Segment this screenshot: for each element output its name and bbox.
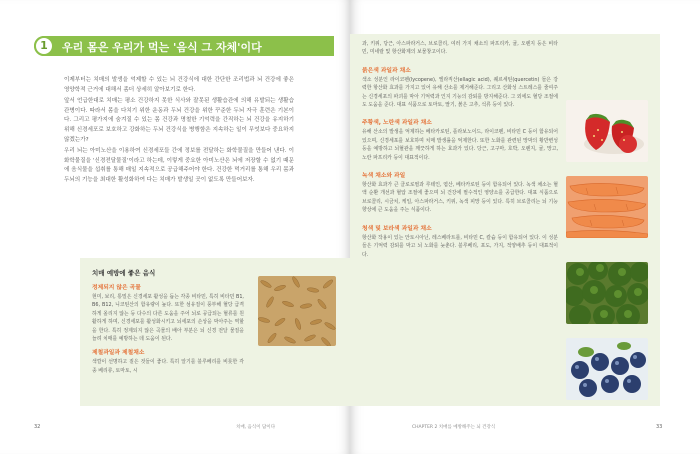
grain-icon xyxy=(258,276,336,346)
section-heading: 정제되지 않은 곡물 xyxy=(92,285,141,291)
box-title: 치매 예방에 좋은 음식 xyxy=(92,269,156,277)
body-paragraph: 앞서 언급한대로 치매는 평소 건강하지 못한 식사와 잘못된 생활습관에 의해 유발되는 생활습관병이다. 따라서 몸을 다치기 위한 운동과 두뇌 건강을 위한 꾸준한 두뇌 자극 훈련은 기본이다. 그리고 평가지에 숨겨질 수 있는 몸 건강과 명철한 기억력을 간직하는 뇌 건강을 유지하기 위해 신경세포로 보호하고 강화하는 두뇌 건강식을 병행함은 지속하는 일이 무엇보다 중요하지 않겠는가? xyxy=(64,98,294,143)
right-page xyxy=(350,0,700,454)
broccoli-icon xyxy=(566,262,648,324)
page-number: 33 xyxy=(656,424,663,430)
strawberry-icon xyxy=(566,100,648,162)
section-text: 색깔이 선명하고 짙은 것들이 좋다. 특히 알기를 블루베리를 비롯한 각종 베리류, 토마토, 시 xyxy=(92,359,244,374)
section-heading: 청색 및 보라색 과일과 채소 xyxy=(362,225,432,232)
section-heading: 주황색, 노란색 과일과 채소 xyxy=(362,120,432,127)
intro-text: 과, 키위, 당근, 아스파라거스, 브로콜리, 여러 가지 채소의 파프리카, 귤, 오렌지 등은 비타민, 미네랄 및 항산화제의 보물창고이다. xyxy=(362,41,558,56)
section-heading: 붉은색 과일과 채소 xyxy=(362,67,411,74)
page-number: 32 xyxy=(34,424,41,430)
broccoli-photo xyxy=(566,262,648,324)
strawberry-photo xyxy=(566,100,648,162)
chapter-heading-bar xyxy=(34,36,334,56)
body-paragraph: 우리 뇌는 아미노산을 이용하여 신경세포들 간에 정보를 전달하는 화학물질을 만들어 낸다. 이 화학물질을 '신경전달물질'이라고 하는데, 이렇게 중요한 아미노산은 뇌에 저장할 수 없기 때문에 음식물을 섭취를 통해 매일 지속적으로 공급해주어야 한다. 건강한 먹거리를 통해 우리 몸과 두뇌의 기능을 최대한 활성화하여 다는 치매가 발생일 곳이 없도록 만들어보자. xyxy=(64,148,294,183)
chapter-number-badge: 1 xyxy=(34,36,54,56)
section-text: 유해 산소의 발생을 억제하는 베타카로틴, 플라보노이드, 라이코펜, 비타민 C 등이 함유되어 있으며, 신경세포를 보호하며 치매 발생률을 억제한다. 또한 노화를 관련된 망막의 황반변성 등을 예방하고 뇌혈관을 깨끗하게 하는 효과가 있다. 당근, 고구마, 호박, 오렌지, 귤, 망고, 노란 파프리카 등이 대표적이다. xyxy=(362,129,558,161)
running-head: CHAPTER 2 치매를 예방해주는 뇌 건강식 xyxy=(412,425,496,430)
blueberry-photo xyxy=(566,338,648,400)
chapter-title: 우리 몸은 우리가 먹는 '음식 그 자체'이다 xyxy=(62,41,262,54)
section-text: 색소 성분인 라이코펜(lycopene), 엘라직산(ellagic acid), 퀘르세틴(quercetin) 들은 강력한 항산화 효과를 가지고 있어 유해 산소를 제거해준다. 그리고 산화성 스트레스를 줄여주는 신경세포의 파괴를 막아 기억력과 인지 기능의 감퇴를 방지해준다. 그 외에도 혈당 조절에도 도움을 준다. 대표 식품으로 토마토, 딸기, 붉은 고추, 석류 등이 있다. xyxy=(362,76,558,109)
carrot-photo xyxy=(566,176,648,238)
running-head: 치매, 음식이 답이다 xyxy=(236,425,276,430)
section-heading: 녹색 채소와 과일 xyxy=(362,173,406,180)
section-heading: 제철과일과 제철채소 xyxy=(92,350,145,357)
section-text: 현미, 보리, 통밀은 신경세포 활성을 돕는 각종 비타민, 특히 비타민 B1, B6, B12, 니코틴산의 함유량이 높다. 또한 섬유질이 풍부해 혈당 급격하게 올리지 않는 등 다수의 다른 도움을 주어 뇌로 공급되는 혈류를 원활하게 하며, 신경세포를 활성화시키고 뇌세포의 손상을 막아주는 역할을 한다. 특히 정제되지 않은 곡물의 배아 부분은 뇌 신경 전달 물질을 늘려 치매를 예방하는 데 도움이 된다. xyxy=(92,294,244,343)
section-text: 항산화 작용이 있는 안토시아닌, 레스베라트롤, 비타민 C, 칼슘 등이 함유되어 있다. 이 성분들은 기억력 감퇴를 막고 뇌 노화를 늦춘다. 블루베리, 포도, 가지, 적양배추 등이 대표적이다. xyxy=(362,234,558,258)
body-paragraph: 이제부터는 치매의 발생을 억제할 수 있는 뇌 건강식에 대한 간단한 조리법과 뇌 건강에 좋은 영양학적 근거에 대해서 좀더 상세히 알아보기로 한다. xyxy=(64,77,294,93)
carrot-icon xyxy=(566,176,648,238)
section-text: 항산화 효과가 큰 클로로필과 루테인, 엽산, 베타카로틴 등이 함유되어 있다. 녹색 채소는 혈액 순환 개선과 혈압 조절에 좋으며 뇌 건강에 필수적인 영양소를 공급한다. 대표 식품으로 브로콜리, 시금치, 케일, 아스파라거스, 키위, 녹색 피망 등이 있다. 특히 브로콜리는 뇌 기능 향상에 큰 도움을 주는 식품이다. xyxy=(362,182,558,214)
left-body-text xyxy=(64,76,294,188)
grain-photo xyxy=(258,276,336,346)
blueberry-icon xyxy=(566,338,648,400)
